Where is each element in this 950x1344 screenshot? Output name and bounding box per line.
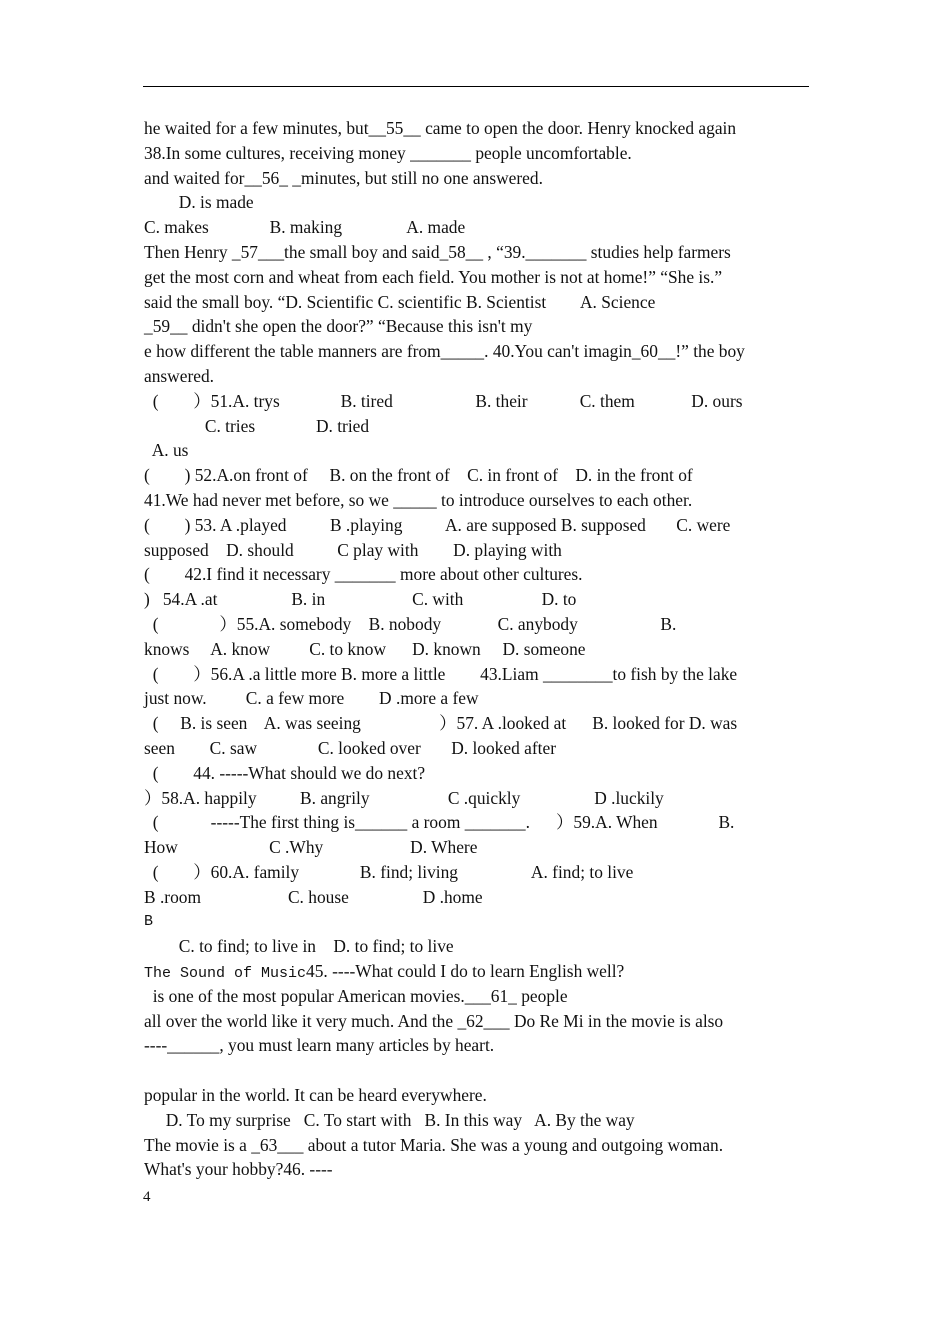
text-line: get the most corn and wheat from each field. You mother is not at home!” “She is.”	[144, 266, 723, 287]
header-rule	[143, 86, 809, 87]
text-line: C. to find; to live in D. to find; to live	[144, 936, 454, 957]
text-line: answered.	[144, 365, 215, 386]
document-body	[144, 116, 814, 1182]
text-line: B .room C. house D .home	[144, 886, 483, 907]
text-line: 38.In some cultures, receiving money _______ people uncomfortable.	[144, 142, 632, 163]
text-line: ( 44. -----What should we do next?	[144, 762, 426, 783]
text-line: ( B. is seen A. was seeing ）57. A .looked at B. looked for D. was	[144, 713, 738, 734]
text-line: What's your hobby?46. ----	[144, 1159, 333, 1180]
movie-title: The Sound of Music	[144, 965, 307, 983]
text-line: all over the world like it very much. And the _62___ Do Re Mi in the movie is also	[144, 1010, 724, 1031]
text-line: ( ) 52.A.on front of B. on the front of C. in front of D. in the front of	[144, 465, 693, 486]
text-line: is one of the most popular American movies.___61_ people	[144, 985, 568, 1006]
text-line: ( ) 53. A .played B .playing A. are supposed B. supposed C. were	[144, 514, 731, 535]
page-number: 4	[143, 1189, 151, 1205]
text-line: 41.We had never met before, so we _____ to introduce ourselves to each other.	[144, 489, 693, 510]
text-line: supposed D. should C play with D. playing with	[144, 539, 562, 560]
text-line: knows A. know C. to know D. known D. someone	[144, 638, 586, 659]
text-line	[144, 959, 814, 984]
line-text: 45. ----What could I do to learn English well?	[306, 961, 625, 982]
text-line: ( ）60.A. family B. find; living A. find; to live	[144, 861, 634, 882]
text-line: ( ）51.A. trys B. tired B. their C. them D. ours	[144, 390, 743, 411]
text-line: ( ）56.A .a little more B. more a little 43.Liam ________to fish by the lake	[144, 663, 738, 684]
text-line: ( 42.I find it necessary _______ more about other cultures.	[144, 564, 583, 585]
text-line: B	[144, 912, 154, 930]
text-line: C. makes B. making A. made	[144, 217, 466, 238]
text-line: D. is made	[144, 192, 254, 213]
text-line	[144, 1058, 814, 1083]
text-line: _59__ didn't she open the door?” “Because this isn't my	[144, 316, 533, 337]
text-line: ）58.A. happily B. angrily C .quickly D .luckily	[144, 787, 664, 808]
text-line: ----______, you must learn many articles by heart.	[144, 1035, 495, 1056]
text-line: C. tries D. tried	[144, 415, 370, 436]
text-line: Then Henry _57___the small boy and said_58__ , “39._______ studies help farmers	[144, 241, 731, 262]
text-line: ( ）55.A. somebody B. nobody C. anybody B.	[144, 613, 677, 634]
text-line: just now. C. a few more D .more a few	[144, 688, 479, 709]
text-line: ( -----The first thing is______ a room _______. ）59.A. When B.	[144, 812, 735, 833]
text-line: popular in the world. It can be heard everywhere.	[144, 1085, 487, 1106]
text-line: he waited for a few minutes, but__55__ came to open the door. Henry knocked again	[144, 118, 737, 138]
text-line: said the small boy. “D. Scientific C. scientific B. Scientist A. Science	[144, 291, 656, 312]
text-line: The movie is a _63___ about a tutor Maria. She was a young and outgoing woman.	[144, 1134, 724, 1155]
text-line: ) 54.A .at B. in C. with D. to	[144, 589, 577, 610]
text-line: and waited for__56_ _minutes, but still no one answered.	[144, 167, 543, 188]
text-line: D. To my surprise C. To start with B. In this way A. By the way	[144, 1109, 635, 1130]
text-line: seen C. saw C. looked over D. looked after	[144, 737, 556, 758]
text-line: e how different the table manners are from_____. 40.You can't imagin_60__!” the boy	[144, 341, 745, 362]
text-line: How C .Why D. Where	[144, 837, 478, 858]
text-line: A. us	[144, 440, 189, 461]
